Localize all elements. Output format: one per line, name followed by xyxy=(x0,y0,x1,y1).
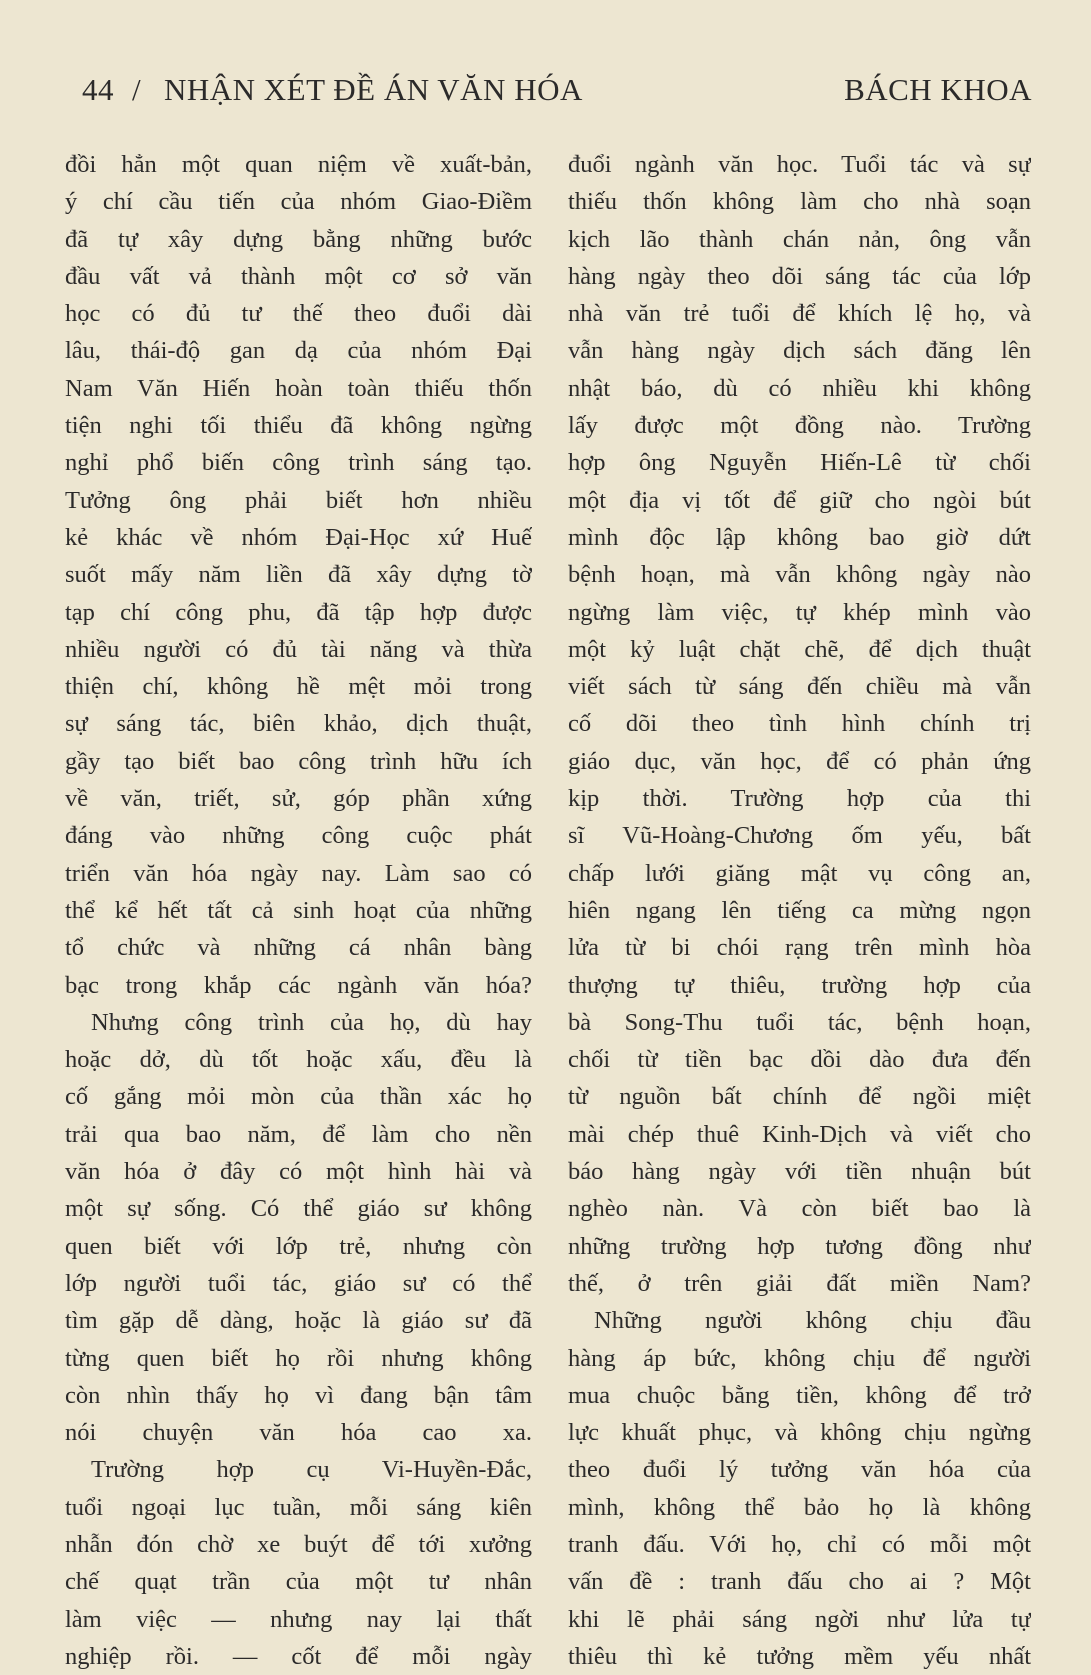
text-line: nghiệp rồi. — cốt để mỗi ngày xyxy=(65,1642,532,1670)
text-line: một địa vị tốt để giữ cho ngòi bút xyxy=(568,486,1031,514)
text-line: từ nguồn bất chính để ngồi miệt xyxy=(568,1083,1031,1111)
left-text-column xyxy=(65,146,532,1675)
text-line: chấp lưới giăng mật vụ công an, xyxy=(568,859,1031,887)
text-line: lớp người tuổi tác, giáo sư có thể xyxy=(65,1269,532,1297)
text-line: tổ chức và những cá nhân bàng xyxy=(65,934,532,962)
text-line: lực khuất phục, và không chịu ngừng xyxy=(568,1419,1031,1447)
text-line: mài chép thuê Kinh-Dịch và viết cho xyxy=(568,1120,1031,1148)
text-line: nhật báo, dù có nhiều khi không xyxy=(568,374,1031,402)
text-line: tuổi ngoại lục tuần, mỗi sáng kiên xyxy=(65,1493,532,1521)
text-line: tranh đấu. Với họ, chỉ có mỗi một xyxy=(568,1530,1031,1558)
text-line: một sự sống. Có thể giáo sư không xyxy=(65,1195,532,1223)
text-line: những trường hợp tương đồng như xyxy=(568,1232,1031,1260)
text-line: bệnh hoạn, mà vẫn không ngày nào xyxy=(568,561,1031,589)
text-line: chối từ tiền bạc dồi dào đưa đến xyxy=(568,1046,1031,1074)
right-text-column xyxy=(568,146,1031,1675)
text-line: Tưởng ông phải biết hơn nhiều xyxy=(65,486,532,514)
text-line: bà Song-Thu tuổi tác, bệnh hoạn, xyxy=(568,1008,1031,1036)
text-line: làm việc — nhưng nay lại thất xyxy=(65,1605,532,1633)
text-line: Trường hợp cụ Vi-Huyền-Đắc, xyxy=(91,1456,532,1484)
text-line: đáng vào những công cuộc phát xyxy=(65,822,532,850)
text-line: đã tự xây dựng bằng những bước xyxy=(65,225,532,253)
text-line: thiếu thốn không làm cho nhà soạn xyxy=(568,188,1031,216)
text-line: thượng tự thiêu, trường hợp của xyxy=(568,971,1031,999)
text-line: nghèo nàn. Và còn biết bao là xyxy=(568,1195,1031,1223)
text-line: hợp ông Nguyễn Hiến-Lê từ chối xyxy=(568,449,1031,477)
text-line: một kỷ luật chặt chẽ, để dịch thuật xyxy=(568,635,1031,663)
text-line: Những người không chịu đầu xyxy=(594,1307,1031,1335)
text-line: triển văn hóa ngày nay. Làm sao có xyxy=(65,859,532,887)
text-line: hàng ngày theo dõi sáng tác của lớp xyxy=(568,262,1031,290)
text-line: sự sáng tác, biên khảo, dịch thuật, xyxy=(65,710,532,738)
text-line: lâu, thái-độ gan dạ của nhóm Đại xyxy=(65,337,532,365)
text-line: theo đuổi lý tưởng văn hóa của xyxy=(568,1456,1031,1484)
text-line: thế, ở trên giải đất miền Nam? xyxy=(568,1269,1031,1297)
text-line: đồi hẳn một quan niệm về xuất-bản, xyxy=(65,151,532,178)
text-line: mình độc lập không bao giờ dứt xyxy=(568,523,1031,551)
text-line: ý chí cầu tiến của nhóm Giao-Điềm xyxy=(65,188,532,216)
text-line: nhẫn đón chờ xe buýt để tới xưởng xyxy=(65,1530,532,1558)
text-line: từng quen biết họ rồi nhưng không xyxy=(65,1344,532,1372)
text-line: còn nhìn thấy họ vì đang bận tâm xyxy=(65,1381,532,1409)
running-title: NHẬN XÉT ĐỀ ÁN VĂN HÓA xyxy=(164,72,583,107)
text-line: kịch lão thành chán nản, ông vẫn xyxy=(568,225,1031,253)
text-line: tiện nghi tối thiểu đã không ngừng xyxy=(65,412,532,440)
text-line: vấn đề : tranh đấu cho ai ? Một xyxy=(568,1568,1031,1596)
page-number: 44 xyxy=(82,72,114,107)
text-line: khi lẽ phải sáng ngời như lửa tự xyxy=(568,1605,1031,1633)
text-line: cố dõi theo tình hình chính trị xyxy=(568,710,1031,738)
text-line: mua chuộc bằng tiền, không để trở xyxy=(568,1381,1031,1409)
text-line: nghỉ phổ biến công trình sáng tạo. xyxy=(65,449,532,477)
text-line: hàng áp bức, không chịu để người xyxy=(568,1344,1031,1372)
text-line: tạp chí công phu, đã tập hợp được xyxy=(65,598,532,626)
text-line: mình, không thể bảo họ là không xyxy=(568,1493,1031,1521)
text-line: chế quạt trần của một tư nhân xyxy=(65,1568,532,1596)
text-line: quen biết với lớp trẻ, nhưng còn xyxy=(65,1232,532,1260)
text-line: vẫn hàng ngày dịch sách đăng lên xyxy=(568,337,1031,365)
header-separator: / xyxy=(132,72,142,107)
text-line: thiện chí, không hề mệt mỏi trong xyxy=(65,673,532,701)
text-line: thiêu thì kẻ tưởng mềm yếu nhất xyxy=(568,1642,1031,1670)
text-line: gầy tạo biết bao công trình hữu ích xyxy=(65,747,532,775)
text-line: suốt mấy năm liền đã xây dựng tờ xyxy=(65,561,532,589)
text-line: giáo dục, văn học, để có phản ứng xyxy=(568,747,1031,775)
text-line: nhiều người có đủ tài năng và thừa xyxy=(65,635,532,663)
text-line: viết sách từ sáng đến chiều mà vẫn xyxy=(568,673,1031,701)
text-line: báo hàng ngày với tiền nhuận bút xyxy=(568,1158,1031,1186)
text-line: nói chuyện văn hóa cao xa. xyxy=(65,1419,532,1447)
text-line: văn hóa ở đây có một hình hài và xyxy=(65,1158,532,1186)
text-line: hiên ngang lên tiếng ca mừng ngọn xyxy=(568,896,1031,924)
text-line: nhà văn trẻ tuổi để khích lệ họ, và xyxy=(568,300,1031,328)
text-line: Nhưng công trình của họ, dù hay xyxy=(91,1008,532,1036)
page-header xyxy=(82,72,1032,122)
text-line: ngừng làm việc, tự khép mình vào xyxy=(568,598,1031,626)
text-line: về văn, triết, sử, góp phần xứng xyxy=(65,785,532,813)
text-line: cố gắng mỏi mòn của thần xác họ xyxy=(65,1083,532,1111)
text-line: lửa từ bi chói rạng trên mình hòa xyxy=(568,934,1031,962)
text-line: lấy được một đồng nào. Trường xyxy=(568,412,1031,440)
text-line: kịp thời. Trường hợp của thi xyxy=(568,785,1031,813)
text-line: đuổi ngành văn học. Tuổi tác và sự xyxy=(568,151,1031,178)
text-line: tìm gặp dễ dàng, hoặc là giáo sư đã xyxy=(65,1307,532,1335)
text-line: bạc trong khắp các ngành văn hóa? xyxy=(65,971,532,999)
text-line: thể kể hết tất cả sinh hoạt của những xyxy=(65,896,532,924)
text-line: kẻ khác về nhóm Đại-Học xứ Huế xyxy=(65,523,532,551)
text-line: học có đủ tư thế theo đuổi dài xyxy=(65,300,532,328)
text-line: sĩ Vũ-Hoàng-Chương ốm yếu, bất xyxy=(568,822,1031,850)
text-line: Nam Văn Hiến hoàn toàn thiếu thốn xyxy=(65,374,532,402)
text-line: trải qua bao năm, để làm cho nền xyxy=(65,1120,532,1148)
text-line: hoặc dở, dù tốt hoặc xấu, đều là xyxy=(65,1046,532,1074)
text-line: đầu vất vả thành một cơ sở văn xyxy=(65,262,532,290)
magazine-name: BÁCH KHOA xyxy=(844,72,1032,107)
